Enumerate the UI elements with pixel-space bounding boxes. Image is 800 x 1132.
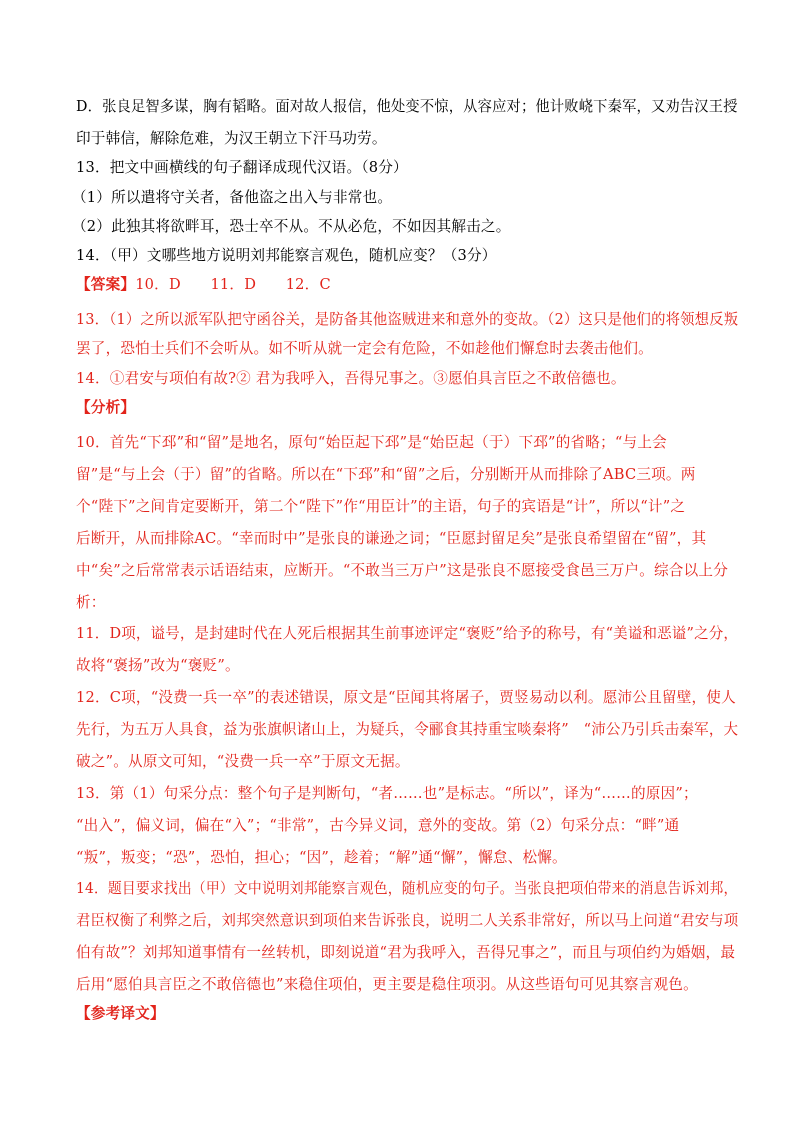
choice-answers: 10．D 11．D 12．C <box>135 276 331 293</box>
option-d-line-1: D．张良足智多谋，胸有韬略。面对故人报信，他处变不惊，从容应对；他计败峣下秦军，又劝告汉王授 <box>76 98 738 115</box>
analysis-line: 中“矣”之后常常表示话语结束，应断开。“不敢当三万户”这是张良不愿接受食邑三万户。综合以上分 <box>76 562 728 579</box>
answer-13-line-2: 罢了，恐怕士兵们不会听从。如不听从就一定会有危险，不如趁他们懈怠时去袭击他们。 <box>76 340 653 357</box>
analysis-line: 伯有故”？刘邦知道事情有一丝转机，即刻说道“君为我呼入，吾得兄事之”，而且与项伯约为婚姻，最 <box>76 944 736 961</box>
analysis-line: “叛”，叛变；“恐”，恐怕，担心；“因”，趁着；“解”通“懈”，懈怠、松懈。 <box>76 849 567 866</box>
analysis-line: 后用“愿伯具言臣之不敢倍德也”来稳住项伯，更主要是稳住项羽。从这些语句可见其察言观色。 <box>76 976 698 993</box>
question-13: 13．把文中画横线的句子翻译成现代汉语。（8分） <box>76 159 408 176</box>
option-d-line-2: 印于韩信，解除危难，为汉王朝立下汗马功劳。 <box>76 130 387 147</box>
analysis-line: 先行，为五万人具食，益为张旗帜诸山上，为疑兵，令郦食其持重宝啖秦将” “沛公乃引兵击秦军，大 <box>76 721 739 738</box>
analysis-line: 个“陛下”之间肯定要断开，第二个“陛下”作“用臣计”的主语，句子的宾语是“计”，所以“计”之 <box>76 498 686 515</box>
analysis-line: 11．D项，谥号，是封建时代在人死后根据其生前事迹评定“褒贬”给予的称号，有“美谥和恶谥”之分， <box>76 625 739 642</box>
question-14: 14．（甲）文哪些地方说明刘邦能察言观色，随机应变？（3分） <box>76 247 497 264</box>
translation-heading: 【参考译文】 <box>76 1005 165 1022</box>
analysis-line: 后断开，从而排除AC。“幸而时中”是张良的谦逊之词；“臣愿封留足矣”是张良希望留在“留”，其 <box>76 530 707 547</box>
analysis-line: 析： <box>76 594 106 611</box>
answer-heading: 【答案】 <box>76 276 136 293</box>
analysis-line: 13．第（1）句采分点：整个句子是判断句，“者……也”是标志。“所以”，译为“……的原因”； <box>76 785 698 802</box>
analysis-line: 故将“褒扬”改为“褒贬”。 <box>76 657 240 674</box>
analysis-line: 12．C项，“没费一兵一卒”的表述错误，原文是“臣闻其将屠子，贾竖易动以利。愿沛公且留壁，使人 <box>76 689 736 706</box>
analysis-line: 破之”。从原文可知，“没费一兵一卒”于原文无据。 <box>76 753 410 770</box>
analysis-line: 14．题目要求找出（甲）文中说明刘邦能察言观色，随机应变的句子。当张良把项伯带来的消息告诉刘邦， <box>76 880 738 897</box>
analysis-heading: 【分析】 <box>76 399 136 416</box>
question-13-sentence-1: （1）所以遣将守关者，备他盗之出入与非常也。 <box>72 189 393 206</box>
question-13-sentence-2: （2）此独其将欲畔耳，恐士卒不从。不从必危，不如因其解击之。 <box>72 218 511 235</box>
answer-14: 14．①君安与项伯有故?② 君为我呼入，吾得兄事之。③愿伯具言臣之不敢倍德也。 <box>76 370 626 387</box>
analysis-line: 君臣权衡了利弊之后，刘邦突然意识到项伯来告诉张良，说明二人关系非常好，所以马上问道“君安与项 <box>76 912 739 929</box>
answer-row <box>76 275 331 295</box>
analysis-line: 10．首先“下邳”和“留”是地名，原句“始臣起下邳”是“始臣起（于）下邳”的省略；“与上会 <box>76 434 667 451</box>
analysis-line: 留”是“与上会（于）留”的省略。所以在“下邳”和“留”之后，分别断开从而排除了ABC三项。两 <box>76 466 696 483</box>
answer-13-line-1: 13．（1）之所以派军队把守函谷关，是防备其他盗贼进来和意外的变故。（2）这只是他们的将领想反叛 <box>76 311 739 328</box>
analysis-line: “出入”，偏义词，偏在“入”；“非常”，古今异义词，意外的变故。第（2）句采分点：“畔”通 <box>76 817 680 834</box>
